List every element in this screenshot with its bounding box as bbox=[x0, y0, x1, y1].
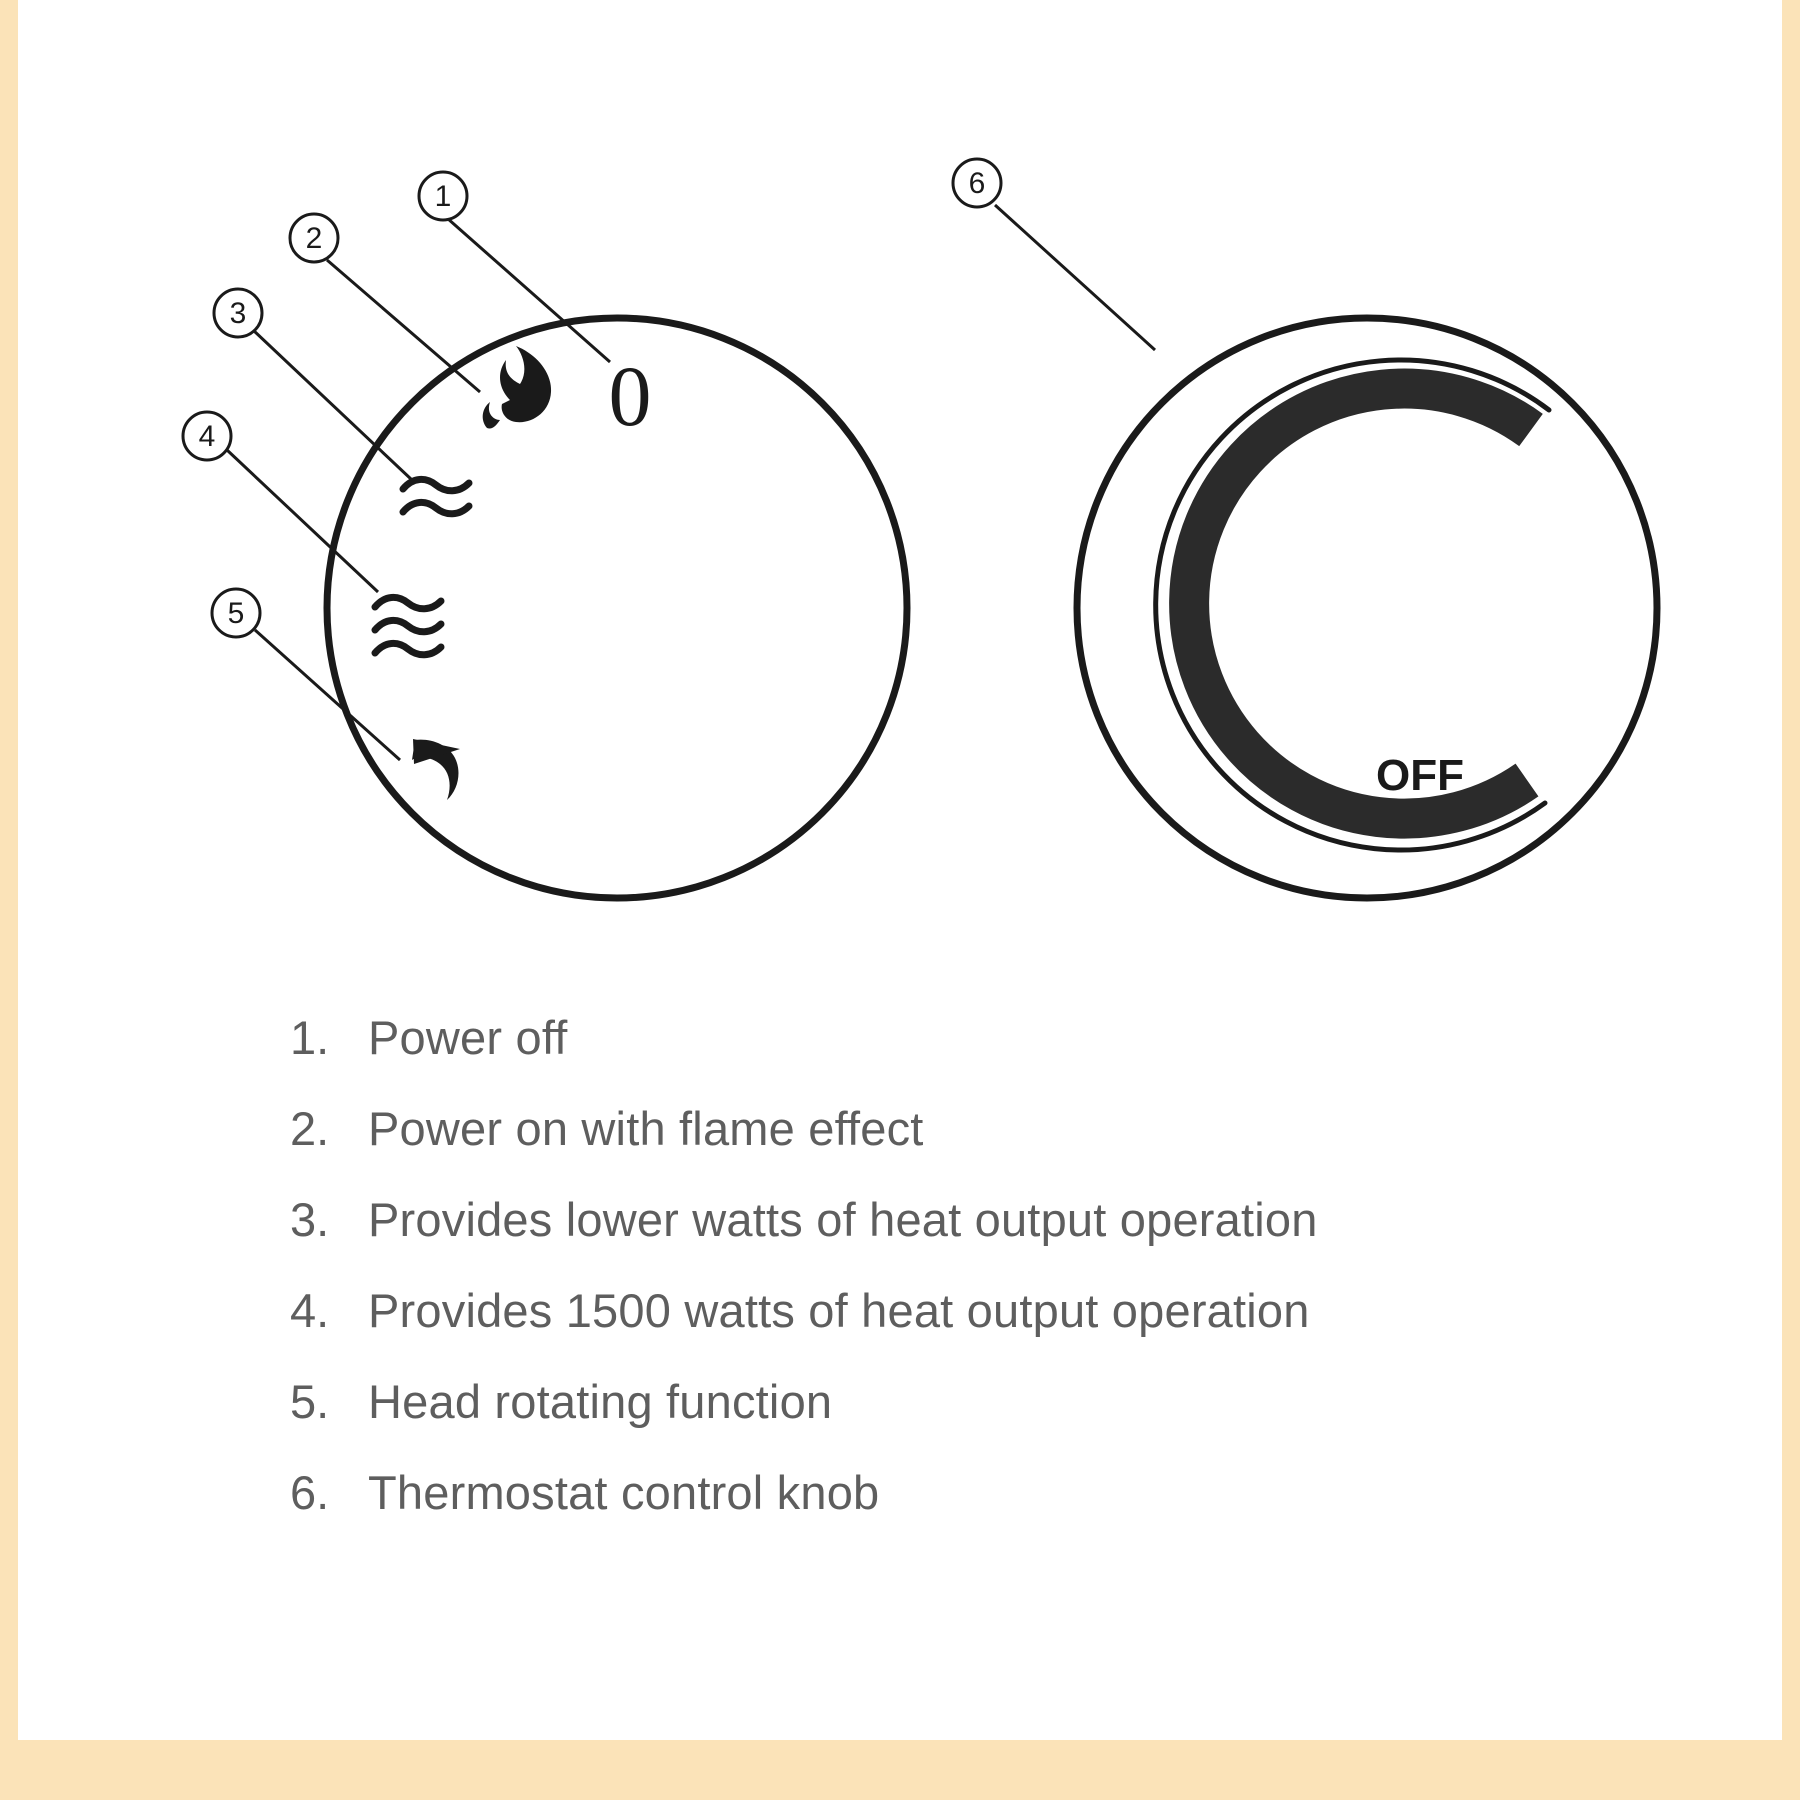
legend-number: 1. bbox=[290, 1011, 330, 1064]
legend-label: Thermostat control knob bbox=[368, 1466, 880, 1519]
callout-badge-5[interactable] bbox=[212, 589, 260, 637]
power-off-symbol: 0 bbox=[608, 348, 652, 444]
svg-text:5: 5 bbox=[227, 597, 245, 630]
list-item bbox=[290, 1010, 1590, 1065]
callout-badge-3[interactable] bbox=[214, 289, 262, 337]
callout-badge-4[interactable] bbox=[183, 412, 231, 460]
legend-label: Provides lower watts of heat output operation bbox=[368, 1193, 1318, 1246]
list-item bbox=[290, 1374, 1590, 1429]
svg-text:3: 3 bbox=[229, 297, 247, 330]
svg-text:2: 2 bbox=[305, 222, 323, 255]
legend-label: Power on with flame effect bbox=[368, 1102, 924, 1155]
list-item bbox=[290, 1283, 1590, 1338]
bottom-accent-strip bbox=[0, 1740, 1800, 1800]
legend-number: 4. bbox=[290, 1284, 330, 1337]
callout-badge-6[interactable] bbox=[953, 159, 1001, 207]
legend-number: 5. bbox=[290, 1375, 330, 1428]
callout-badge-1[interactable] bbox=[419, 172, 467, 220]
list-item bbox=[290, 1465, 1590, 1520]
legend-number: 2. bbox=[290, 1102, 330, 1155]
svg-text:4: 4 bbox=[198, 420, 216, 453]
svg-text:6: 6 bbox=[968, 167, 986, 200]
legend-list bbox=[290, 1010, 1590, 1556]
function-control-knob[interactable] bbox=[327, 318, 907, 898]
legend-label: Power off bbox=[368, 1011, 568, 1064]
list-item bbox=[290, 1192, 1590, 1247]
thermostat-control-knob[interactable] bbox=[1077, 318, 1657, 898]
legend-number: 6. bbox=[290, 1466, 330, 1519]
legend-label: Head rotating function bbox=[368, 1375, 833, 1428]
off-label: OFF bbox=[1376, 751, 1464, 800]
svg-text:1: 1 bbox=[434, 180, 452, 213]
legend-number: 3. bbox=[290, 1193, 330, 1246]
legend-label: Provides 1500 watts of heat output operation bbox=[368, 1284, 1310, 1337]
callout-badge-2[interactable] bbox=[290, 214, 338, 262]
list-item bbox=[290, 1101, 1590, 1156]
